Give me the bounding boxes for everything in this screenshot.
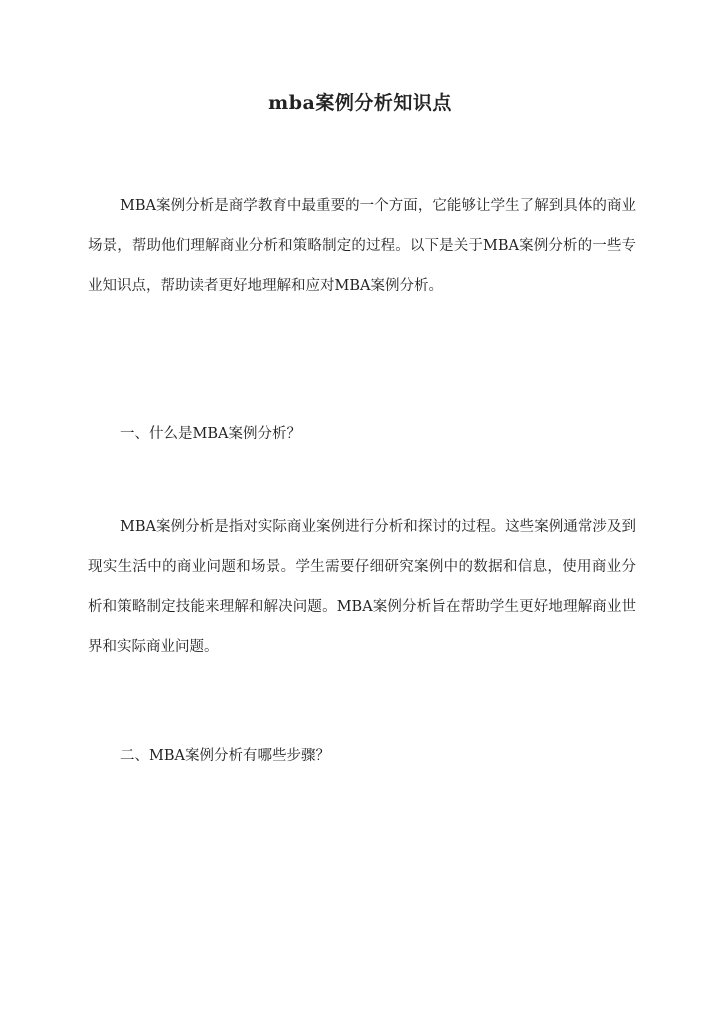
section-heading-steps: 二、MBA案例分析有哪些步骤？ xyxy=(120,748,330,764)
section-heading-what-is: 一、什么是MBA案例分析？ xyxy=(120,426,301,442)
intro-paragraph: MBA案例分析是商学教育中最重要的一个方面，它能够让学生了解到具体的商业场景，帮助他们理解商业分析和策略制定的过程。以下是关于MBA案例分析的一些专业知识点，帮助读者更好地理解和应对MBA案例分析。 xyxy=(88,198,636,294)
section-paragraph-what-is: MBA案例分析是指对实际商业案例进行分析和探讨的过程。这些案例通常涉及到现实生活中的商业问题和场景。学生需要仔细研究案例中的数据和信息，使用商业分析和策略制定技能来理解和解决问题。MBA案例分析旨在帮助学生更好地理解商业世界和实际商业问题。 xyxy=(88,519,636,655)
document-title: mba案例分析知识点 xyxy=(268,92,452,114)
